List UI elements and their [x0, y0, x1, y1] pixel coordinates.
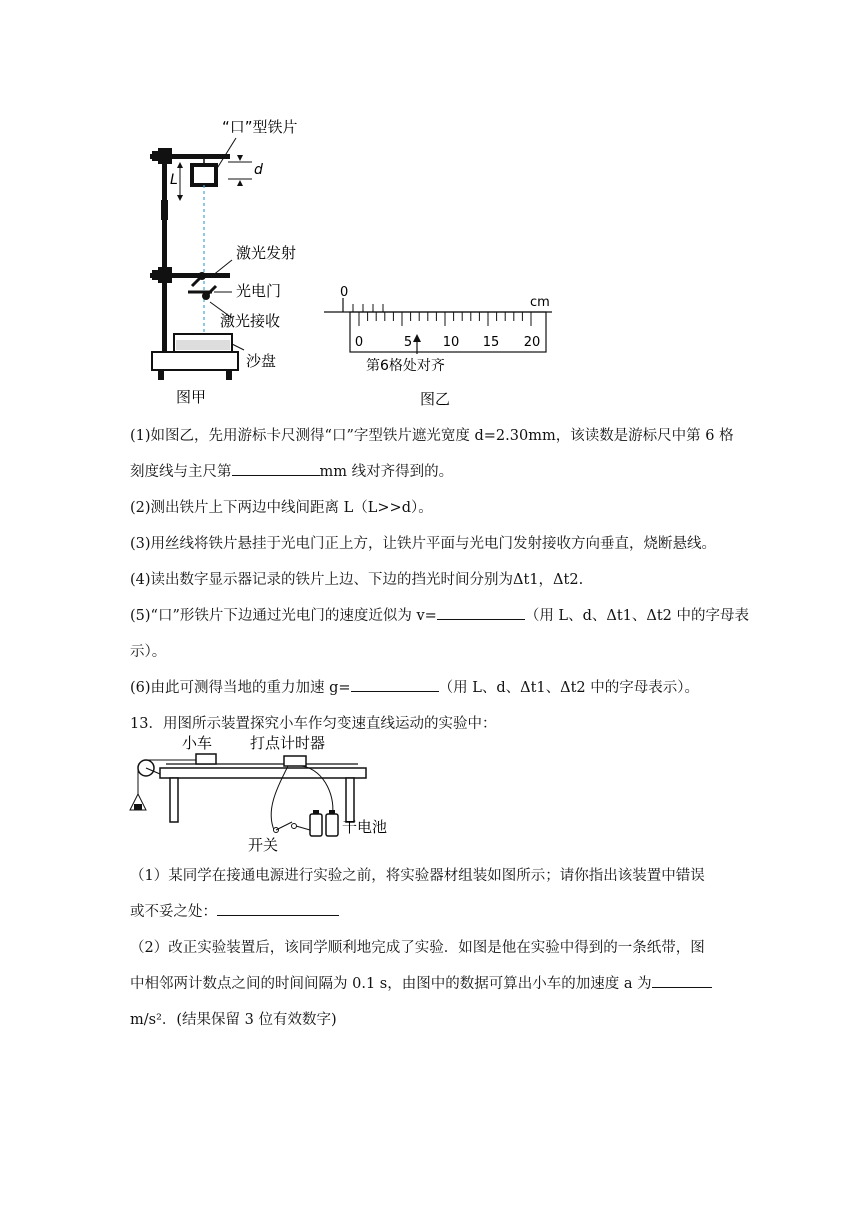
q13-p2b-text: 中相邻两计数点之间的时间间隔为 0.1 s，由图中的数据可算出小车的加速度 a 为 [130, 976, 652, 992]
battery-1 [310, 814, 322, 836]
photogate-label: 光电门 [236, 282, 282, 300]
vernier-label-15: 15 [482, 335, 500, 350]
q12-p6 [130, 670, 740, 706]
answer-blank-v[interactable] [437, 603, 525, 620]
q13-p2a: （2）改正实验装置后，该同学顺利地完成了实验．如图是他在实验中得到的一条纸带，图 [130, 940, 705, 956]
laser-emit-label: 激光发射 [236, 244, 297, 262]
q12-p1b [130, 454, 740, 490]
q13-p2b [130, 966, 740, 1002]
q13-p1b-text: 或不妥之处： [130, 904, 217, 920]
q12-p3: (3)用丝线将铁片悬挂于光电门正上方，让铁片平面与光电门发射接收方向垂直，烧断悬线。 [130, 536, 717, 552]
figure-yi [320, 280, 560, 410]
switch-label: 开关 [248, 836, 279, 854]
caption-yi: 图乙 [420, 390, 451, 408]
q12-p5b: 示）。 [130, 644, 167, 660]
q12-p5a-pre: (5)“口”形铁片下边通过光电门的速度近似为 v= [130, 608, 437, 624]
car-label: 小车 [182, 734, 213, 752]
q12-p2: (2)测出铁片上下两边中线间距离 L（L>>d）。 [130, 500, 433, 516]
vernier-label-5: 5 [403, 335, 413, 350]
figure-jia [140, 110, 330, 410]
vernier-label-0: 0 [354, 335, 364, 350]
question-13 [130, 858, 740, 1038]
stand-pole [162, 148, 167, 358]
L-label: L [170, 172, 178, 188]
iron-piece [192, 165, 216, 185]
q12-p5a [130, 598, 750, 634]
q12-p1b-post: mm 线对齐得到的。 [319, 464, 454, 480]
main-zero-label: 0 [340, 285, 349, 300]
q12-p6-pre: (6)由此可测得当地的重力加速 g= [130, 680, 351, 696]
battery-2 [326, 814, 338, 836]
d-label: d [254, 162, 263, 178]
align-note: 第6格处对齐 [366, 358, 445, 374]
table-top [160, 768, 366, 778]
battery-label: 干电池 [342, 818, 388, 836]
answer-blank-1[interactable] [232, 459, 320, 476]
q12-p4: (4)读出数字显示器记录的铁片上边、下边的挡光时间分别为Δt1，Δt2. [130, 572, 584, 588]
car [196, 754, 216, 764]
q12-p6-post: （用 L、d、Δt1、Δt2 中的字母表示）。 [438, 680, 700, 696]
sand-tray-label: 沙盘 [246, 352, 277, 370]
q12-p1a: (1)如图乙，先用游标卡尺测得“口”字型铁片遮光宽度 d=2.30mm，该读数是游标尺中第 6 格 [130, 428, 734, 444]
figure-q13 [126, 730, 406, 856]
answer-blank-error[interactable] [217, 899, 339, 916]
q13-p1a: （1）某同学在接通电源进行实验之前，将实验器材组装如图所示；请你指出该装置中错误 [130, 868, 705, 884]
timer [284, 756, 306, 766]
stand-base [152, 352, 238, 370]
question-12 [130, 418, 750, 742]
vernier-label-20: 20 [523, 335, 541, 350]
answer-blank-a[interactable] [652, 971, 712, 988]
iron-label: “口”型铁片 [222, 118, 298, 136]
q12-p5a-post: （用 L、d、Δt1、Δt2 中的字母表 [524, 608, 750, 624]
caption-jia: 图甲 [176, 388, 207, 406]
q13-title: 13．用图所示装置探究小车作匀变速直线运动的实验中： [130, 716, 497, 732]
timer-label: 打点计时器 [250, 734, 326, 752]
q12-p1b-pre: 刻度线与主尺第 [130, 464, 232, 480]
laser-receive-label: 激光接收 [220, 312, 281, 330]
q13-p2c: m/s²．(结果保留 3 位有效数字) [130, 1012, 337, 1028]
align-arrow [413, 334, 421, 342]
unit-label: cm [530, 295, 550, 310]
q13-p1b [130, 894, 740, 930]
answer-blank-g[interactable] [351, 675, 439, 692]
vernier-label-10: 10 [442, 335, 460, 350]
